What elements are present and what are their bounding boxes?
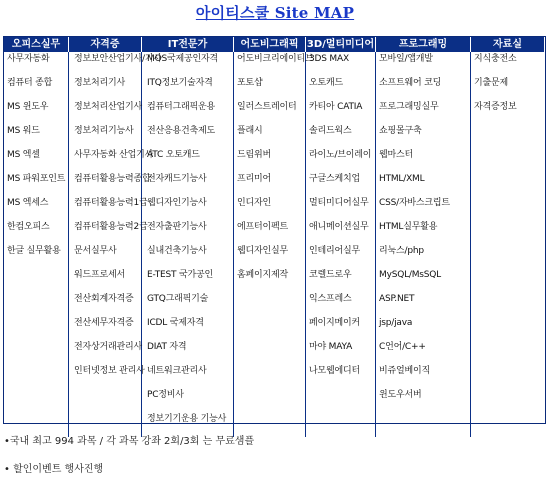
column-header-certificate[interactable]: 자격증 [69,37,142,52]
sitemap-link[interactable]: PC정비사 [147,390,184,400]
sitemap-link[interactable]: 정보기기운용 기능사 [147,414,227,424]
sitemap-link[interactable]: 쇼핑몰구축 [379,126,422,136]
sitemap-link[interactable]: E-TEST 국가공인 [147,270,213,280]
sitemap-link[interactable]: 에프터이펙트 [237,222,288,232]
sitemap-link[interactable]: 인테리어실무 [309,246,360,256]
column-header-office[interactable]: 오피스실무 [4,37,69,52]
sitemap-link[interactable]: MS 워드 [7,126,40,136]
sitemap-link[interactable]: 프리미어 [237,174,271,184]
column-list-it-expert [142,52,234,437]
sitemap-link[interactable]: 한컴오피스 [7,222,50,232]
sitemap-link[interactable]: 지식충전소 [474,54,517,64]
sitemap-link[interactable]: 3DS MAX [309,54,349,64]
sitemap-link[interactable]: 플래시 [237,126,263,136]
sitemap-link[interactable]: MOS국제공인자격 [147,54,218,64]
note-free-sample: •국내 최고 994 과목 / 각 과목 강좌 2회/3회 는 무료샘플 [4,436,255,447]
sitemap-link[interactable]: 실내건축기능사 [147,246,207,256]
sitemap-link[interactable]: 웹디자인실무 [237,246,288,256]
column-list-resources [471,52,545,437]
column-list-office [4,52,69,437]
sitemap-link[interactable]: 페이지메이커 [309,318,360,328]
sitemap-link[interactable]: 컴퓨터활용능력1급 [74,198,148,208]
sitemap-link[interactable]: 컴퓨터 종합 [7,78,53,88]
sitemap-link[interactable]: 애니메이션실무 [309,222,369,232]
sitemap-link[interactable]: 멀티미디어실무 [309,198,369,208]
sitemap-link[interactable]: 전산세무자격증 [74,318,134,328]
sitemap-link[interactable]: 리눅스/php [379,246,424,256]
sitemap-link[interactable]: 오토캐드 [309,78,343,88]
sitemap-link[interactable]: 기출문제 [474,78,508,88]
sitemap-link[interactable]: 네트워크관리사 [147,366,207,376]
column-header-it-expert[interactable]: IT전문가 [142,37,234,52]
sitemap-link[interactable]: 문서실무사 [74,246,117,256]
sitemap-link[interactable]: 일러스트레이터 [237,102,297,112]
sitemap-link[interactable]: 전자상거래관리사 [74,342,142,352]
sitemap-link[interactable]: 윈도우서버 [379,390,422,400]
sitemap-link[interactable]: ASP.NET [379,294,415,304]
sitemap-link[interactable]: 전산응용건축제도 [147,126,215,136]
sitemap-link[interactable]: C언어/C++ [379,342,426,352]
sitemap-link[interactable]: MS 파워포인트 [7,174,66,184]
sitemap-link[interactable]: HTML/XML [379,174,425,184]
column-header-resources[interactable]: 자료실 [471,37,545,52]
sitemap-title-wrap [0,2,550,23]
sitemap-link[interactable]: 웹디자인기능사 [147,198,207,208]
sitemap-link[interactable]: 컴퓨터활용능력2급 [74,222,148,232]
sitemap-link[interactable]: 컴퓨터그래픽운용 [147,102,215,112]
sitemap-link[interactable]: 정보처리기사 [74,78,125,88]
sitemap-link[interactable]: DIAT 자격 [147,342,187,352]
sitemap-link[interactable]: ITQ정보기술자격 [147,78,213,88]
column-header-programming[interactable]: 프로그래밍 [376,37,471,52]
sitemap-link[interactable]: jsp/java [379,318,413,328]
sitemap-link[interactable]: 모바일/앱개발 [379,54,433,64]
column-list-adobe-graphic [234,52,314,437]
sitemap-title[interactable]: 아이티스쿨 Site MAP [195,4,355,22]
sitemap-link[interactable]: 마야 MAYA [309,342,353,352]
sitemap-link[interactable]: 웹마스터 [379,150,413,160]
sitemap-link[interactable]: 정보처리기능사 [74,126,134,136]
column-list-3d-multimedia [306,52,376,437]
sitemap-link[interactable]: 한글 실무활용 [7,246,61,256]
sitemap-link[interactable]: 포토샵 [237,78,263,88]
sitemap-link[interactable]: 정보처리산업기사 [74,102,142,112]
sitemap-link[interactable]: 워드프로세서 [74,270,125,280]
sitemap-link[interactable]: GTQ그래픽기술 [147,294,209,304]
sitemap-link[interactable]: 정보보안산업기사/기사 [74,54,162,64]
sitemap-link[interactable]: 인터넷정보 관리사 [74,366,145,376]
sitemap-link[interactable]: 코렐드로우 [309,270,352,280]
sitemap-link[interactable]: 비쥬얼베이직 [379,366,430,376]
column-list-programming [376,52,471,437]
sitemap-link[interactable]: 전자캐드기능사 [147,174,207,184]
sitemap-link[interactable]: 드림위버 [237,150,271,160]
sitemap-link[interactable]: 소프트웨어 코딩 [379,78,442,88]
sitemap-link[interactable]: 전산회계자격증 [74,294,134,304]
sitemap-link[interactable]: 컴퓨터활용능력종합 [74,174,151,184]
sitemap-link[interactable]: 자격증정보 [474,102,517,112]
sitemap-link[interactable]: MySQL/MsSQL [379,270,441,280]
sitemap-link[interactable]: 익스프레스 [309,294,352,304]
sitemap-link[interactable]: 어도비크리에이티브 [237,54,314,64]
sitemap-link[interactable]: HTML실무활용 [379,222,438,232]
note-discount-event: • 할인이벤트 행사진행 [4,464,104,475]
sitemap-link[interactable]: 카티아 CATIA [309,102,363,112]
sitemap-link[interactable]: 구글스케치업 [309,174,360,184]
column-header-3d-multimedia[interactable]: 3D/멀티미디어 [306,39,375,50]
sitemap-link[interactable]: MS 윈도우 [7,102,49,112]
sitemap-link[interactable]: 전자출판기능사 [147,222,207,232]
sitemap-link[interactable]: 솔리드웍스 [309,126,352,136]
column-header-adobe-graphic[interactable]: 어도비그래픽 [234,37,306,52]
column-list-certificate [69,52,162,437]
sitemap-link[interactable]: MS 엑세스 [7,198,49,208]
sitemap-link[interactable]: CSS/자바스크립트 [379,198,450,208]
sitemap-table [3,36,546,424]
sitemap-link[interactable]: 사무자동화 [7,54,50,64]
sitemap-link[interactable]: ICDL 국제자격 [147,318,204,328]
sitemap-link[interactable]: 홈페이지제작 [237,270,288,280]
sitemap-link[interactable]: ATC 오토캐드 [147,150,200,160]
sitemap-link[interactable]: 프로그래밍실무 [379,102,439,112]
sitemap-link[interactable]: MS 엑셀 [7,150,40,160]
sitemap-link[interactable]: 라이노/브이레이 [309,150,372,160]
sitemap-link[interactable]: 사무자동화 산업기사 [74,150,154,160]
sitemap-link[interactable]: 인디자인 [237,198,271,208]
sitemap-link[interactable]: 나모웹에디터 [309,366,360,376]
